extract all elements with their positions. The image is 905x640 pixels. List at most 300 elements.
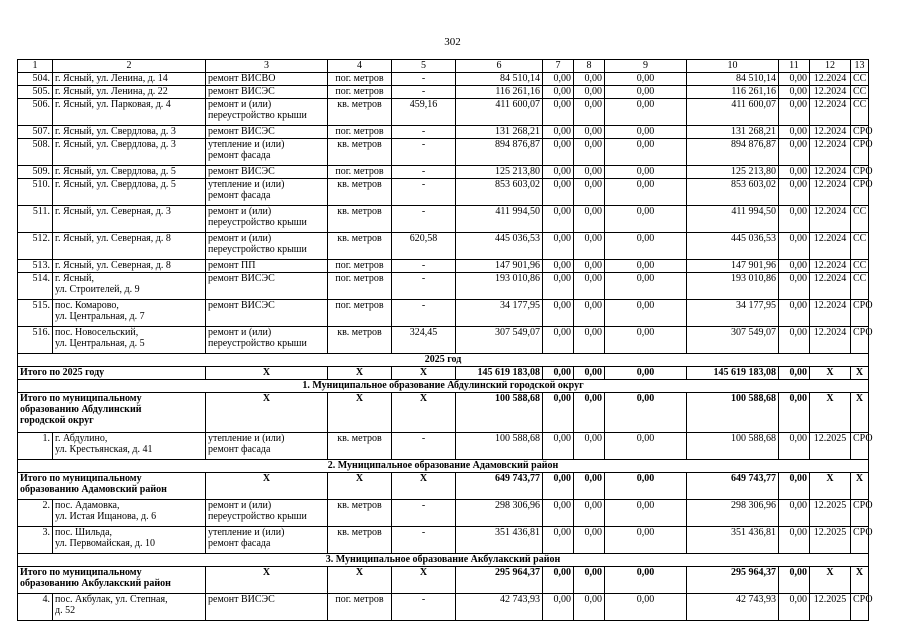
unit-cell: кв. метров xyxy=(328,233,392,260)
work-type-cell xyxy=(206,139,328,166)
table-row xyxy=(18,500,869,527)
work-type-cell-line: ремонт фасада xyxy=(208,444,271,455)
deadline-cell: 12.2024 xyxy=(810,260,851,273)
address-cell-line: г. Ясный, ул. Северная, д. 8 xyxy=(55,233,171,244)
deadline-cell: 12.2024 xyxy=(810,166,851,179)
total-cost-cell: 100 588,68 xyxy=(456,393,543,433)
address-cell xyxy=(53,139,206,166)
col10-cell: 307 549,07 xyxy=(687,327,779,354)
unit-cell: пог. метров xyxy=(328,300,392,327)
col11-cell: 0,00 xyxy=(779,166,810,179)
col11-cell: 0,00 xyxy=(779,260,810,273)
col13-cell: X xyxy=(851,367,869,380)
fund-cell: СС xyxy=(851,273,869,300)
col9-cell: 0,00 xyxy=(605,594,687,621)
total-cost-cell: 34 177,95 xyxy=(456,300,543,327)
col9-cell: 0,00 xyxy=(605,179,687,206)
table-row xyxy=(18,433,869,460)
col11-cell: 0,00 xyxy=(779,233,810,260)
col8-cell: 0,00 xyxy=(574,166,605,179)
col13-cell: X xyxy=(851,393,869,433)
year-heading xyxy=(18,354,869,367)
col10-cell: 298 306,96 xyxy=(687,500,779,527)
work-type-cell-line: ремонт ВИСЭС xyxy=(208,126,275,137)
deadline-cell: 12.2024 xyxy=(810,273,851,300)
address-cell xyxy=(53,500,206,527)
fund-cell: СРО xyxy=(851,126,869,139)
fund-cell: СРО xyxy=(851,594,869,621)
total-cost-cell: 307 549,07 xyxy=(456,327,543,354)
fund-cell: СРО xyxy=(851,166,869,179)
col8-cell: 0,00 xyxy=(574,300,605,327)
quantity-cell: - xyxy=(392,273,456,300)
address-cell-line: г. Ясный, ул. Свердлова, д. 5 xyxy=(55,179,176,190)
col8-cell: 0,00 xyxy=(574,567,605,594)
address-cell-line: пос. Новосельский, xyxy=(55,327,139,338)
unit-cell: кв. метров xyxy=(328,433,392,460)
col8-cell: 0,00 xyxy=(574,99,605,126)
col8-cell: 0,00 xyxy=(574,139,605,166)
fund-cell: СС xyxy=(851,260,869,273)
fund-cell: СС xyxy=(851,206,869,233)
total-label-cell-line: образованию Абдулинский xyxy=(20,404,142,415)
quantity-cell: - xyxy=(392,433,456,460)
row-number: 511. xyxy=(18,206,53,233)
work-type-cell-line: переустройство крыши xyxy=(208,244,307,255)
col4-cell: X xyxy=(328,393,392,433)
fund-cell: СС xyxy=(851,73,869,86)
work-type-cell-line: ремонт фасада xyxy=(208,190,271,201)
address-cell-line: г. Ясный, ул. Парковая, д. 4 xyxy=(55,99,171,110)
col11-cell: 0,00 xyxy=(779,500,810,527)
year-heading-cell: 2025 год xyxy=(18,354,869,367)
col9-cell: 0,00 xyxy=(605,260,687,273)
col4-cell: X xyxy=(328,567,392,594)
fund-cell: СРО xyxy=(851,327,869,354)
quantity-cell: 620,58 xyxy=(392,233,456,260)
municipality-total-row xyxy=(18,567,869,594)
unit-cell: пог. метров xyxy=(328,73,392,86)
work-type-cell-line: утепление и (или) xyxy=(208,433,285,444)
column-number: 4 xyxy=(328,60,392,73)
total-label-cell-line: Итого по муниципальному xyxy=(20,567,142,578)
work-type-cell xyxy=(206,86,328,99)
column-number: 7 xyxy=(543,60,574,73)
col9-cell: 0,00 xyxy=(605,473,687,500)
municipality-heading xyxy=(18,554,869,567)
col9-cell: 0,00 xyxy=(605,567,687,594)
col9-cell: 0,00 xyxy=(605,273,687,300)
deadline-cell: 12.2024 xyxy=(810,233,851,260)
unit-cell: пог. метров xyxy=(328,260,392,273)
col12-cell: X xyxy=(810,473,851,500)
col11-cell: 0,00 xyxy=(779,567,810,594)
col9-cell: 0,00 xyxy=(605,433,687,460)
row-number: 514. xyxy=(18,273,53,300)
work-type-cell-line: ремонт ВИСЭС xyxy=(208,166,275,177)
fund-cell: СРО xyxy=(851,179,869,206)
table-row xyxy=(18,594,869,621)
row-number: 515. xyxy=(18,300,53,327)
total-label-cell-line: Итого по муниципальному xyxy=(20,473,142,484)
deadline-cell: 12.2024 xyxy=(810,179,851,206)
row-number: 512. xyxy=(18,233,53,260)
address-cell-line: г. Ясный, ул. Ленина, д. 14 xyxy=(55,73,168,84)
work-type-cell xyxy=(206,166,328,179)
row-number: 3. xyxy=(18,527,53,554)
quantity-cell: - xyxy=(392,86,456,99)
col11-cell: 0,00 xyxy=(779,86,810,99)
col7-cell: 0,00 xyxy=(543,166,574,179)
col9-cell: 0,00 xyxy=(605,86,687,99)
work-type-cell xyxy=(206,99,328,126)
total-label-cell: Итого по 2025 году xyxy=(18,367,206,380)
col9-cell: 0,00 xyxy=(605,500,687,527)
table-row xyxy=(18,300,869,327)
quantity-cell: 324,45 xyxy=(392,327,456,354)
total-cost-cell: 853 603,02 xyxy=(456,179,543,206)
col9-cell: 0,00 xyxy=(605,393,687,433)
address-cell xyxy=(53,327,206,354)
row-number: 505. xyxy=(18,86,53,99)
deadline-cell: 12.2025 xyxy=(810,527,851,554)
address-cell-line: г. Ясный, ул. Ленина, д. 22 xyxy=(55,86,168,97)
repair-register-table xyxy=(17,59,873,621)
year-total-row xyxy=(18,367,869,380)
work-type-cell-line: ремонт ВИСЭС xyxy=(208,594,275,605)
work-type-cell xyxy=(206,527,328,554)
work-type-cell-line: ремонт ВИСЭС xyxy=(208,300,275,311)
quantity-cell: - xyxy=(392,166,456,179)
total-cost-cell: 84 510,14 xyxy=(456,73,543,86)
unit-cell: пог. метров xyxy=(328,594,392,621)
address-cell xyxy=(53,179,206,206)
address-cell xyxy=(53,73,206,86)
col7-cell: 0,00 xyxy=(543,393,574,433)
quantity-cell: - xyxy=(392,179,456,206)
col13-cell: X xyxy=(851,567,869,594)
address-cell xyxy=(53,166,206,179)
table-row xyxy=(18,166,869,179)
col7-cell: 0,00 xyxy=(543,433,574,460)
col11-cell: 0,00 xyxy=(779,367,810,380)
deadline-cell: 12.2024 xyxy=(810,139,851,166)
col8-cell: 0,00 xyxy=(574,206,605,233)
col8-cell: 0,00 xyxy=(574,367,605,380)
address-cell-line: пос. Комарово, xyxy=(55,300,119,311)
col7-cell: 0,00 xyxy=(543,86,574,99)
unit-cell: кв. метров xyxy=(328,327,392,354)
table-row xyxy=(18,527,869,554)
address-cell-line: пос. Шильда, xyxy=(55,527,113,538)
col10-cell: 34 177,95 xyxy=(687,300,779,327)
table-row xyxy=(18,260,869,273)
col5-cell: X xyxy=(392,473,456,500)
municipality-heading-cell: 2. Муниципальное образование Адамовский район xyxy=(18,460,869,473)
col10-cell: 84 510,14 xyxy=(687,73,779,86)
work-type-cell xyxy=(206,206,328,233)
work-type-cell-line: переустройство крыши xyxy=(208,217,307,228)
column-number: 1 xyxy=(18,60,53,73)
col7-cell: 0,00 xyxy=(543,527,574,554)
work-type-cell xyxy=(206,300,328,327)
col8-cell: 0,00 xyxy=(574,473,605,500)
col8-cell: 0,00 xyxy=(574,433,605,460)
table-row xyxy=(18,139,869,166)
unit-cell: пог. метров xyxy=(328,86,392,99)
col9-cell: 0,00 xyxy=(605,367,687,380)
table-row xyxy=(18,179,869,206)
address-cell-line: г. Ясный, ул. Свердлова, д. 5 xyxy=(55,166,176,177)
col10-cell: 125 213,80 xyxy=(687,166,779,179)
work-type-cell-line: ремонт ВИСВО xyxy=(208,73,276,84)
col7-cell: 0,00 xyxy=(543,594,574,621)
address-cell-line: ул. Центральная, д. 7 xyxy=(55,311,145,322)
col9-cell: 0,00 xyxy=(605,99,687,126)
work-type-cell-line: ремонт и (или) xyxy=(208,500,272,511)
col9-cell: 0,00 xyxy=(605,327,687,354)
quantity-cell: - xyxy=(392,73,456,86)
col7-cell: 0,00 xyxy=(543,206,574,233)
work-type-cell xyxy=(206,260,328,273)
municipality-heading-cell: 1. Муниципальное образование Абдулинский городской округ xyxy=(18,380,869,393)
col9-cell: 0,00 xyxy=(605,73,687,86)
address-cell-line: д. 52 xyxy=(55,605,76,616)
column-number: 10 xyxy=(687,60,779,73)
address-cell-line: г. Абдулино, xyxy=(55,433,108,444)
col10-cell: 411 994,50 xyxy=(687,206,779,233)
col10-cell: 193 010,86 xyxy=(687,273,779,300)
col5-cell: X xyxy=(392,367,456,380)
col11-cell: 0,00 xyxy=(779,527,810,554)
address-cell xyxy=(53,433,206,460)
work-type-cell-line: переустройство крыши xyxy=(208,338,307,349)
col7-cell: 0,00 xyxy=(543,367,574,380)
address-cell xyxy=(53,260,206,273)
work-type-cell xyxy=(206,433,328,460)
total-label-cell-line: городской округ xyxy=(20,415,94,426)
work-type-cell xyxy=(206,500,328,527)
deadline-cell: 12.2025 xyxy=(810,594,851,621)
col5-cell: X xyxy=(392,393,456,433)
municipality-heading xyxy=(18,380,869,393)
col13-cell: X xyxy=(851,473,869,500)
quantity-cell: - xyxy=(392,594,456,621)
total-cost-cell: 100 588,68 xyxy=(456,433,543,460)
work-type-cell-line: ремонт и (или) xyxy=(208,99,272,110)
address-cell xyxy=(53,99,206,126)
fund-cell: СС xyxy=(851,233,869,260)
total-cost-cell: 298 306,96 xyxy=(456,500,543,527)
col7-cell: 0,00 xyxy=(543,260,574,273)
total-label-cell xyxy=(18,473,206,500)
col11-cell: 0,00 xyxy=(779,327,810,354)
col10-cell: 853 603,02 xyxy=(687,179,779,206)
unit-cell: пог. метров xyxy=(328,166,392,179)
col8-cell: 0,00 xyxy=(574,260,605,273)
col8-cell: 0,00 xyxy=(574,594,605,621)
col11-cell: 0,00 xyxy=(779,179,810,206)
col5-cell: X xyxy=(392,567,456,594)
table-row xyxy=(18,86,869,99)
col9-cell: 0,00 xyxy=(605,527,687,554)
unit-cell: кв. метров xyxy=(328,179,392,206)
fund-cell: СРО xyxy=(851,433,869,460)
row-number: 4. xyxy=(18,594,53,621)
col10-cell: 351 436,81 xyxy=(687,527,779,554)
col10-cell: 42 743,93 xyxy=(687,594,779,621)
municipality-heading xyxy=(18,460,869,473)
quantity-cell: 459,16 xyxy=(392,99,456,126)
fund-cell: СРО xyxy=(851,500,869,527)
deadline-cell: 12.2024 xyxy=(810,206,851,233)
col10-cell: 147 901,96 xyxy=(687,260,779,273)
col11-cell: 0,00 xyxy=(779,300,810,327)
col11-cell: 0,00 xyxy=(779,99,810,126)
col4-cell: X xyxy=(328,367,392,380)
total-cost-cell: 445 036,53 xyxy=(456,233,543,260)
total-label-cell xyxy=(18,393,206,433)
table-row xyxy=(18,73,869,86)
address-cell xyxy=(53,594,206,621)
work-type-cell xyxy=(206,126,328,139)
col7-cell: 0,00 xyxy=(543,300,574,327)
work-type-cell-line: ремонт ПП xyxy=(208,260,256,271)
fund-cell: СРО xyxy=(851,139,869,166)
deadline-cell: 12.2025 xyxy=(810,500,851,527)
table-row xyxy=(18,99,869,126)
work-type-cell-line: ремонт ВИСЭС xyxy=(208,86,275,97)
col3-cell: X xyxy=(206,567,328,594)
row-number: 1. xyxy=(18,433,53,460)
col10-cell: 116 261,16 xyxy=(687,86,779,99)
column-number: 5 xyxy=(392,60,456,73)
column-number: 3 xyxy=(206,60,328,73)
row-number: 509. xyxy=(18,166,53,179)
deadline-cell: 12.2025 xyxy=(810,433,851,460)
address-cell-line: г. Ясный, ул. Северная, д. 8 xyxy=(55,260,171,271)
row-number: 516. xyxy=(18,327,53,354)
col8-cell: 0,00 xyxy=(574,327,605,354)
quantity-cell: - xyxy=(392,527,456,554)
work-type-cell-line: утепление и (или) xyxy=(208,139,285,150)
deadline-cell: 12.2024 xyxy=(810,86,851,99)
column-numbers-row xyxy=(18,60,869,73)
address-cell xyxy=(53,527,206,554)
col8-cell: 0,00 xyxy=(574,393,605,433)
row-number: 506. xyxy=(18,99,53,126)
address-cell-line: г. Ясный, ул. Свердлова, д. 3 xyxy=(55,126,176,137)
col11-cell: 0,00 xyxy=(779,126,810,139)
row-number: 2. xyxy=(18,500,53,527)
table-row xyxy=(18,206,869,233)
deadline-cell: 12.2024 xyxy=(810,327,851,354)
address-cell-line: ул. Истая Ищанова, д. 6 xyxy=(55,511,157,522)
work-type-cell xyxy=(206,594,328,621)
row-number: 504. xyxy=(18,73,53,86)
col8-cell: 0,00 xyxy=(574,73,605,86)
total-label-cell-line: Итого по муниципальному xyxy=(20,393,142,404)
address-cell-line: пос. Акбулак, ул. Степная, xyxy=(55,594,168,605)
col10-cell: 100 588,68 xyxy=(687,393,779,433)
work-type-cell xyxy=(206,327,328,354)
col3-cell: X xyxy=(206,473,328,500)
page-number: 302 xyxy=(444,36,461,48)
col12-cell: X xyxy=(810,367,851,380)
work-type-cell-line: утепление и (или) xyxy=(208,527,285,538)
row-number: 510. xyxy=(18,179,53,206)
column-number: 2 xyxy=(53,60,206,73)
column-number: 13 xyxy=(851,60,869,73)
quantity-cell: - xyxy=(392,206,456,233)
col8-cell: 0,00 xyxy=(574,233,605,260)
work-type-cell-line: ремонт фасада xyxy=(208,150,271,161)
col9-cell: 0,00 xyxy=(605,300,687,327)
col10-cell: 145 619 183,08 xyxy=(687,367,779,380)
work-type-cell-line: ремонт и (или) xyxy=(208,327,272,338)
total-cost-cell: 894 876,87 xyxy=(456,139,543,166)
column-number: 9 xyxy=(605,60,687,73)
work-type-cell-line: переустройство крыши xyxy=(208,511,307,522)
col3-cell: X xyxy=(206,367,328,380)
col8-cell: 0,00 xyxy=(574,86,605,99)
total-label-cell-line: образованию Адамовский район xyxy=(20,484,167,495)
col10-cell: 445 036,53 xyxy=(687,233,779,260)
total-cost-cell: 411 994,50 xyxy=(456,206,543,233)
col7-cell: 0,00 xyxy=(543,179,574,206)
deadline-cell: 12.2024 xyxy=(810,99,851,126)
unit-cell: кв. метров xyxy=(328,206,392,233)
col3-cell: X xyxy=(206,393,328,433)
municipality-total-row xyxy=(18,473,869,500)
fund-cell: СС xyxy=(851,99,869,126)
col8-cell: 0,00 xyxy=(574,500,605,527)
row-number: 507. xyxy=(18,126,53,139)
address-cell-line: ул. Строителей, д. 9 xyxy=(55,284,140,295)
col8-cell: 0,00 xyxy=(574,527,605,554)
col7-cell: 0,00 xyxy=(543,567,574,594)
work-type-cell-line: утепление и (или) xyxy=(208,179,285,190)
col7-cell: 0,00 xyxy=(543,233,574,260)
col12-cell: X xyxy=(810,567,851,594)
total-label-cell-line: образованию Акбулакский район xyxy=(20,578,171,589)
col9-cell: 0,00 xyxy=(605,126,687,139)
unit-cell: кв. метров xyxy=(328,500,392,527)
col7-cell: 0,00 xyxy=(543,139,574,166)
col11-cell: 0,00 xyxy=(779,393,810,433)
unit-cell: пог. метров xyxy=(328,273,392,300)
address-cell-line: г. Ясный, ул. Северная, д. 3 xyxy=(55,206,171,217)
deadline-cell: 12.2024 xyxy=(810,73,851,86)
column-number: 8 xyxy=(574,60,605,73)
col10-cell: 649 743,77 xyxy=(687,473,779,500)
work-type-cell-line: переустройство крыши xyxy=(208,110,307,121)
col7-cell: 0,00 xyxy=(543,273,574,300)
col11-cell: 0,00 xyxy=(779,206,810,233)
col11-cell: 0,00 xyxy=(779,594,810,621)
quantity-cell: - xyxy=(392,139,456,166)
municipality-total-row xyxy=(18,393,869,433)
work-type-cell-line: ремонт и (или) xyxy=(208,233,272,244)
total-cost-cell: 131 268,21 xyxy=(456,126,543,139)
work-type-cell xyxy=(206,179,328,206)
col10-cell: 411 600,07 xyxy=(687,99,779,126)
total-cost-cell: 147 901,96 xyxy=(456,260,543,273)
col7-cell: 0,00 xyxy=(543,99,574,126)
col10-cell: 100 588,68 xyxy=(687,433,779,460)
unit-cell: кв. метров xyxy=(328,99,392,126)
quantity-cell: - xyxy=(392,300,456,327)
